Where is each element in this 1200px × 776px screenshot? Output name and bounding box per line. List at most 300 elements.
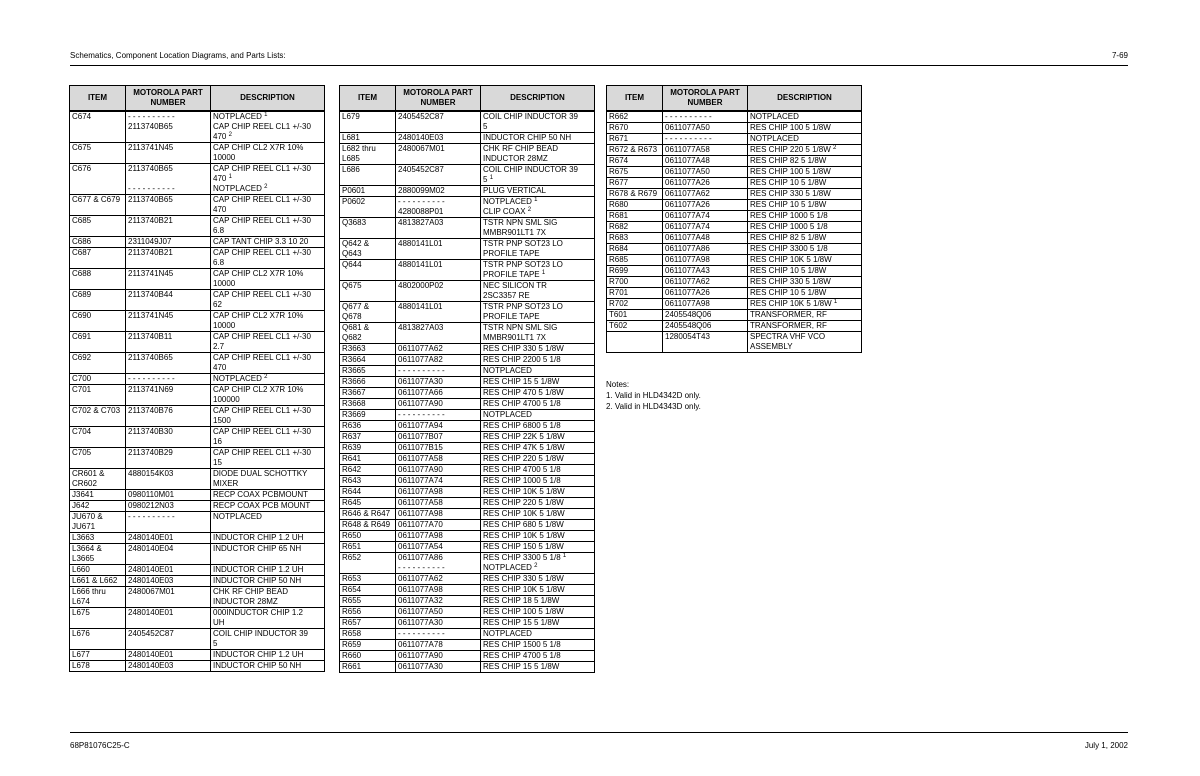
part-number-line [128,576,208,586]
description-text: RES CHIP 47K 5 1/8W [483,443,565,452]
item-line [72,608,123,618]
item-line [72,554,123,564]
part-number-text: 4880154K03 [128,469,174,478]
part-number-text: 2405548Q06 [665,321,712,330]
description-cell [481,302,595,323]
description-line [750,342,859,352]
part-number-cell [396,186,481,197]
description-text: RES CHIP 4700 5 1/8 [483,651,561,660]
part-number-text: 4813827A03 [398,323,444,332]
footnote-marker: 1 [534,197,538,203]
item-text: L677 [72,650,90,659]
part-number-line [398,399,478,409]
table-row [340,618,595,629]
table-row [607,310,862,321]
item-text: L681 [342,133,360,142]
part-number-cell [663,277,748,288]
description-text: RES CHIP 3300 5 1/8 [750,244,828,253]
table-row [70,216,325,237]
item-text: Q3683 [342,218,367,227]
part-number-text [128,174,130,183]
item-cell [607,156,663,167]
description-cell [481,629,595,640]
part-number-cell [396,662,481,673]
part-number-cell [126,469,211,490]
item-text: P0601 [342,186,366,195]
part-number-line [398,112,478,122]
part-number-cell [396,355,481,366]
item-line [342,154,393,164]
description-line [483,509,592,519]
table-row [340,344,595,355]
description-line [213,321,322,331]
part-number-text: - - - - - - - - - - [128,374,175,383]
description-cell [211,650,325,661]
description-line [213,132,322,142]
description-cell [748,299,862,310]
item-line [72,164,123,174]
description-cell [211,248,325,269]
item-cell [607,200,663,211]
table-row [340,133,595,144]
description-text: PLUG VERTICAL [483,186,546,195]
item-line [609,134,660,144]
part-number-line [128,544,208,554]
description-text: INDUCTOR CHIP 1.2 UH [213,565,304,574]
description-text: 470 [213,174,227,183]
item-text: R652 [342,553,362,562]
item-text: R656 [342,607,362,616]
part-number-line [398,531,478,541]
description-cell [481,487,595,498]
description-line [750,156,859,166]
column-header-item: ITEM [607,86,663,112]
part-number-text: - - - - - - - - - - [398,629,445,638]
part-number-line [665,211,745,221]
description-text: NOTPLACED [483,629,532,638]
description-text: RES CHIP 15 5 1/8W [483,618,560,627]
description-line [750,211,859,221]
item-line [342,574,393,584]
description-cell [211,448,325,469]
part-number-cell [396,585,481,596]
item-line [342,144,393,154]
description-cell [481,197,595,218]
part-number-text: 0611077A86 [665,244,710,253]
part-number-line [128,587,208,597]
table-row [607,222,862,233]
part-number-text: 0611077A94 [398,421,443,430]
description-cell [211,195,325,216]
description-line [213,650,322,660]
description-text: 100000 [213,395,240,404]
item-line [342,218,393,228]
item-line [342,585,393,595]
description-text: RES CHIP 6800 5 1/8 [483,421,561,430]
part-number-text: 0611077A86 [398,553,443,562]
description-text: 000INDUCTOR CHIP 1.2 [213,608,303,617]
parts-table-3 [606,85,862,353]
description-line [750,244,859,254]
description-cell [748,178,862,189]
item-line [342,333,393,343]
item-cell [340,487,396,498]
description-text: INDUCTOR CHIP 1.2 UH [213,650,304,659]
item-line [342,432,393,442]
item-line [72,290,123,300]
part-number-text: 2480067M01 [398,144,445,153]
description-line [483,574,592,584]
description-line [213,490,322,500]
item-cell [340,355,396,366]
description-line [750,145,859,155]
item-cell [70,501,126,512]
part-number-text: 0611077A30 [398,377,443,386]
description-text: TRANSFORMER, RF [750,310,827,319]
item-line [72,248,123,258]
item-line [609,189,660,199]
part-number-text: 0611077A90 [398,399,443,408]
item-text: R641 [342,454,362,463]
item-cell [340,218,396,239]
description-cell [748,277,862,288]
part-number-text: 2480140E03 [128,576,174,585]
part-number-cell [663,244,748,255]
table-row [607,332,862,353]
description-cell [211,269,325,290]
part-number-line [398,355,478,365]
item-text: C674 [72,112,92,121]
description-text: DIODE DUAL SCHOTTKY [213,469,308,478]
part-number-line [398,410,478,420]
part-number-cell [126,501,211,512]
description-line [213,533,322,543]
description-cell [481,520,595,531]
item-text: R659 [342,640,362,649]
description-line [213,416,322,426]
description-line [213,512,322,522]
item-cell [340,144,396,165]
item-line [342,476,393,486]
footnote-marker: 2 [264,184,268,190]
description-line [213,608,322,618]
part-number-line [398,640,478,650]
description-cell [748,211,862,222]
description-text: TSTR NPN SML SIG [483,323,558,332]
part-number-cell [396,498,481,509]
item-cell [340,377,396,388]
description-line [750,332,859,342]
part-number-line [128,501,208,511]
item-text: C702 & C703 [72,406,121,415]
description-text: 2SC3357 RE [483,291,530,300]
item-cell [340,498,396,509]
description-line [213,226,322,236]
description-text: MMBR901LT1 7X [483,228,546,237]
footnote-marker: 1 [264,112,268,118]
part-number-line [665,156,745,166]
part-number-text: 0611077A74 [665,222,710,231]
item-text: R644 [342,487,362,496]
description-line [213,618,322,628]
item-text: R653 [342,574,362,583]
part-number-cell [126,269,211,290]
table-row [340,542,595,553]
description-cell [481,165,595,186]
table-row [340,487,595,498]
item-line [72,469,123,479]
table-row [340,585,595,596]
table-row [340,281,595,302]
item-text: R3668 [342,399,366,408]
description-line [483,607,592,617]
item-line [342,133,393,143]
description-cell [481,596,595,607]
item-cell [70,406,126,427]
item-cell [70,512,126,533]
description-line [483,154,592,164]
part-number-cell [126,576,211,587]
item-text: L675 [72,608,90,617]
item-cell [607,222,663,233]
description-line [483,443,592,453]
item-line [72,332,123,342]
item-line [72,427,123,437]
item-line [342,366,393,376]
item-text: R3665 [342,366,366,375]
description-line [213,597,322,607]
item-cell [340,454,396,465]
item-line [342,239,393,249]
table-row [70,427,325,448]
table-row [70,587,325,608]
item-cell [607,178,663,189]
part-number-line [128,269,208,279]
part-number-text: 2113740B30 [128,427,173,436]
table-row [340,260,595,281]
item-text: R3663 [342,344,366,353]
description-text: 470 [213,132,227,141]
part-number-line [398,596,478,606]
part-number-line [398,618,478,628]
description-cell [481,218,595,239]
description-line [483,542,592,552]
description-cell [748,111,862,123]
table-row [607,211,862,222]
item-text: C690 [72,311,92,320]
table-row [70,544,325,565]
description-text: RES CHIP 470 5 1/8W [483,388,564,397]
part-number-text: 4880141L01 [398,302,443,311]
part-number-cell [126,111,211,143]
description-line [483,122,592,132]
item-line [609,266,660,276]
table-row [340,476,595,487]
description-line [483,144,592,154]
item-text: Q643 [342,249,362,258]
description-line [483,366,592,376]
part-number-text: 2480140E03 [398,133,444,142]
column-header-description: DESCRIPTION [481,86,595,112]
item-text: R672 & R673 [609,145,658,154]
description-text: 6.8 [213,226,225,235]
part-number-line [665,112,745,122]
part-number-text: 2480140E01 [128,565,174,574]
part-number-cell [663,233,748,244]
item-text: R3667 [342,388,366,397]
item-cell [340,443,396,454]
description-text: RES CHIP 1000 5 1/8 [750,211,828,220]
part-number-text: - - - - - - - - - - [398,410,445,419]
item-text: C704 [72,427,92,436]
description-line [483,291,592,301]
item-line [72,512,123,522]
part-number-text: 0611077A74 [398,476,443,485]
description-line [213,406,322,416]
description-line [483,281,592,291]
part-number-text: 0980212N03 [128,501,174,510]
footnote-marker: 1 [489,175,494,181]
item-line [72,650,123,660]
description-text: RES CHIP 100 5 1/8W [750,123,831,132]
part-number-line [665,266,745,276]
description-cell [748,332,862,353]
table-row [607,200,862,211]
item-cell [340,509,396,520]
description-text: RES CHIP 4700 5 1/8 [483,465,561,474]
description-text: CAP CHIP CL2 X7R 10% [213,385,304,394]
table-row [340,302,595,323]
item-text: R660 [342,651,362,660]
item-text: R655 [342,596,362,605]
description-line [483,421,592,431]
description-text: 62 [213,300,222,309]
description-cell [481,585,595,596]
part-number-line [665,277,745,287]
part-number-text: 2113741N45 [128,311,174,320]
description-cell [481,186,595,197]
item-line [342,249,393,259]
part-number-text: 0611077A62 [665,189,710,198]
part-number-text: 2113740B21 [128,248,173,257]
description-text: CAP CHIP REEL CL1 +/-30 [213,427,311,436]
description-text: NOTPLACED [483,410,532,419]
footnote-marker: 2 [264,374,268,380]
item-cell [340,421,396,432]
item-line [609,332,660,342]
table-row [70,269,325,290]
item-text: R651 [342,542,362,551]
item-text: C689 [72,290,92,299]
item-text: R3666 [342,377,366,386]
part-number-line [128,174,208,184]
description-line [750,233,859,243]
header-rule [70,65,1128,66]
description-cell [748,255,862,266]
description-text: RES CHIP 4700 5 1/8 [483,399,561,408]
item-line [72,479,123,489]
description-line [483,377,592,387]
item-cell [340,640,396,651]
description-line [213,269,322,279]
description-line [483,454,592,464]
part-number-line [398,366,478,376]
item-line [609,299,660,309]
part-number-line [398,218,478,228]
item-line [72,143,123,153]
description-cell [481,651,595,662]
description-cell [481,323,595,344]
item-text: R650 [342,531,362,540]
part-number-cell [126,629,211,650]
description-cell [481,476,595,487]
part-number-line [398,520,478,530]
description-line [483,165,592,175]
description-text: PROFILE TAPE [483,270,540,279]
part-number-line [665,310,745,320]
table-row [607,233,862,244]
part-number-text: 0611077A78 [398,640,443,649]
description-text: RES CHIP 10 5 1/8W [750,266,827,275]
description-line [213,427,322,437]
description-text: RES CHIP 150 5 1/8W [483,542,564,551]
part-number-line [665,123,745,133]
part-number-cell [663,178,748,189]
description-cell [211,544,325,565]
table-row [607,145,862,156]
part-number-cell [663,145,748,156]
description-line [750,321,859,331]
description-text: 16 [213,437,222,446]
description-cell [211,237,325,248]
table-row [70,469,325,490]
item-text: L686 [342,165,360,174]
part-number-text: 2113741N69 [128,385,174,394]
description-text: CAP CHIP CL2 X7R 10% [213,311,304,320]
item-text: L678 [72,661,90,670]
table-row [607,111,862,123]
part-number-line [398,207,478,217]
description-text: RES CHIP 10K 5 1/8W [483,585,565,594]
item-line [342,344,393,354]
item-cell [340,476,396,487]
description-text: CAP CHIP CL2 X7R 10% [213,143,304,152]
part-number-cell [396,421,481,432]
part-number-line [128,565,208,575]
item-cell [340,186,396,197]
publication-date: July 1, 2002 [1084,741,1128,750]
item-cell [70,490,126,501]
description-text: RECP COAX PCBMOUNT [213,490,308,499]
item-cell [340,239,396,260]
part-number-line [398,662,478,672]
part-number-line [398,585,478,595]
item-line [342,542,393,552]
part-number-cell [126,544,211,565]
table-row [70,533,325,544]
description-text: RES CHIP 220 5 1/8W [750,145,831,154]
item-cell [70,629,126,650]
description-text: RES CHIP 22K 5 1/8W [483,432,565,441]
description-text: RES CHIP 2200 5 1/8 [483,355,561,364]
part-number-cell [663,200,748,211]
description-cell [211,311,325,332]
part-number-line [398,487,478,497]
description-cell [748,189,862,200]
item-text: Q675 [342,281,362,290]
footnote-marker: 2 [228,132,232,138]
item-text: CR602 [72,479,97,488]
